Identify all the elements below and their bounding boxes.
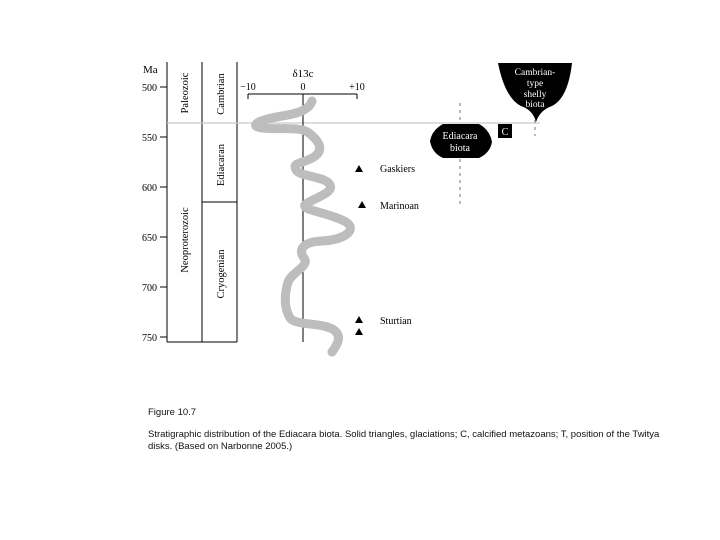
axis-unit-label: Ma bbox=[143, 64, 158, 76]
ma-tick-650: 650 bbox=[142, 233, 157, 244]
figure-caption bbox=[148, 407, 668, 453]
glaciation-triangle-gaskiers bbox=[355, 165, 363, 172]
ma-tick-700: 700 bbox=[142, 283, 157, 294]
cambrian-biota-label-line4: biota bbox=[525, 100, 545, 110]
cambrian-biota-label-line2: type bbox=[526, 79, 544, 89]
isotope-tick-minus10: −10 bbox=[240, 82, 256, 93]
cambrian-biota-label-line1: Cambrian- bbox=[514, 68, 556, 78]
calcified-metazoans-marker-label: C bbox=[501, 127, 509, 138]
glaciation-label-marinoan: Marinoan bbox=[380, 201, 419, 212]
ma-tick-550: 550 bbox=[142, 133, 157, 144]
glaciation-label-sturtian: Sturtian bbox=[380, 316, 412, 327]
glaciation-triangle-marinoan bbox=[358, 201, 366, 208]
glaciation-triangle-sturtian-2 bbox=[355, 328, 363, 335]
cambrian-biota-label-line3: shelly bbox=[523, 90, 547, 100]
glaciation-triangle-sturtian-1 bbox=[355, 316, 363, 323]
figure-number: Figure 10.7 bbox=[148, 407, 197, 418]
isotope-tick-plus10: +10 bbox=[349, 82, 365, 93]
period-cryogenian-label: Cryogenian bbox=[216, 249, 227, 299]
ma-tick-500: 500 bbox=[142, 83, 157, 94]
ediacara-biota-label-line2: biota bbox=[450, 143, 470, 154]
glaciation-label-gaskiers: Gaskiers bbox=[380, 164, 415, 175]
era-paleozoic-label: Paleozoic bbox=[180, 72, 191, 114]
era-neoproterozoic-label: Neoproterozoic bbox=[180, 207, 191, 273]
isotope-tick-0: 0 bbox=[300, 82, 306, 93]
ediacara-biota-label-line1: Ediacara bbox=[442, 131, 478, 142]
period-cambrian-label: Cambrian bbox=[216, 73, 227, 115]
ma-tick-750: 750 bbox=[142, 333, 157, 344]
figure-caption-text: Stratigraphic distribution of the Ediacara biota. Solid triangles, glaciations; C, calcified metazoans; T, position of the Twitya disks. (Based on Narbonne 2005.) bbox=[148, 429, 660, 452]
ma-tick-600: 600 bbox=[142, 183, 157, 194]
isotope-axis-label: δ13c bbox=[292, 68, 314, 80]
period-ediacaran-label: Ediacaran bbox=[216, 144, 227, 186]
